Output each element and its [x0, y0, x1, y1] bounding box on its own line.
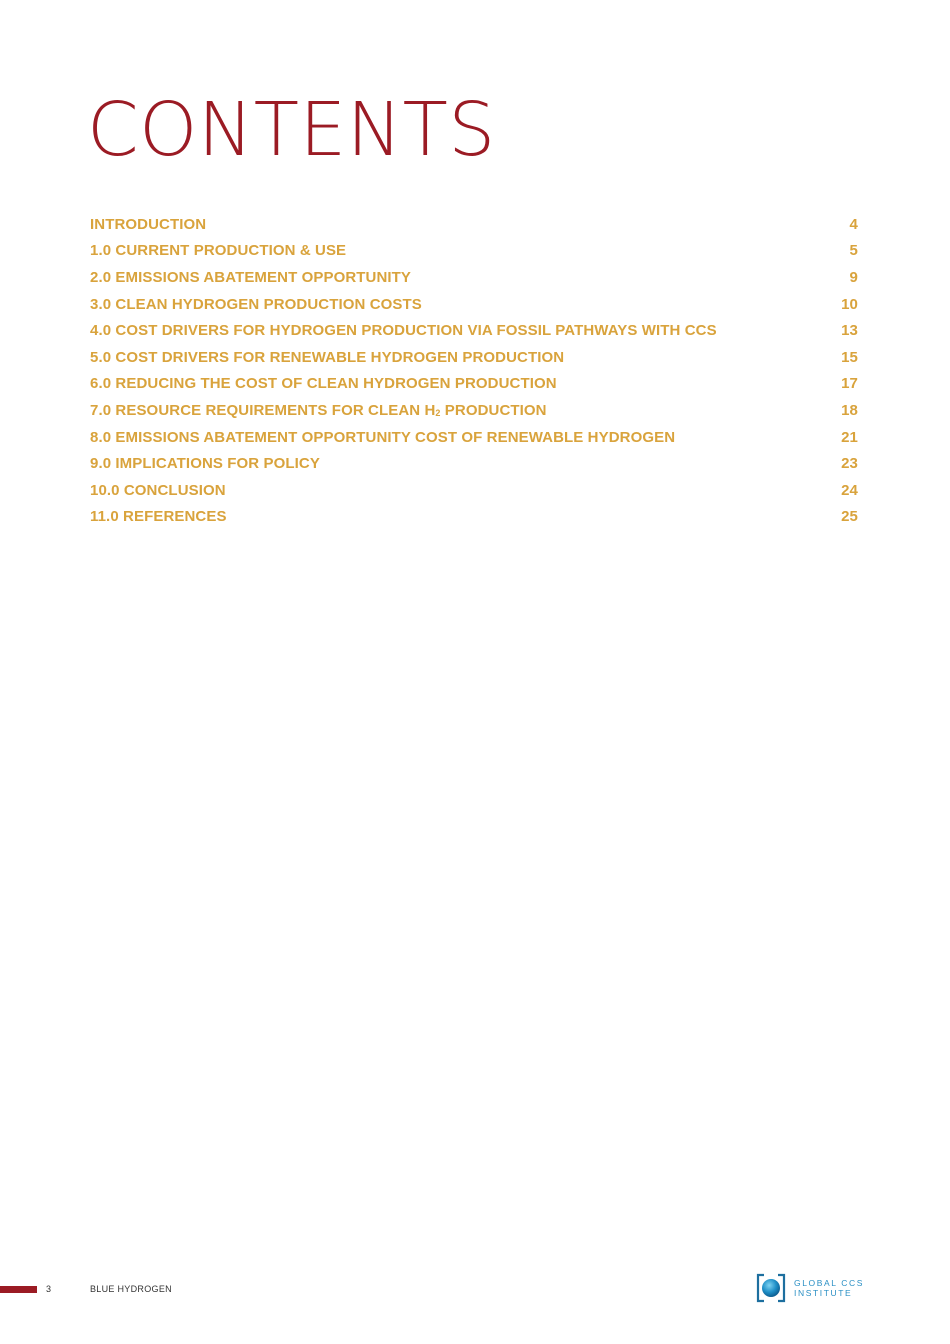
toc-entry-fossil-cost-drivers[interactable]: [90, 317, 858, 344]
toc-entry-conclusion[interactable]: [90, 477, 858, 504]
footer-page-number: 3: [46, 1284, 52, 1294]
globe-bracket-icon: [756, 1273, 786, 1303]
toc-entry-label: 1.0 CURRENT PRODUCTION & USE: [90, 242, 347, 260]
toc-entry-resource-requirements[interactable]: [90, 397, 858, 424]
table-of-contents: [90, 211, 858, 530]
toc-entry-implications-policy[interactable]: [90, 450, 858, 477]
toc-entry-page: 21: [841, 428, 858, 446]
toc-entry-page: 13: [841, 322, 858, 340]
footer-document-title: BLUE HYDROGEN: [90, 1284, 172, 1294]
toc-entry-page: 4: [849, 215, 858, 233]
toc-entry-label: 9.0 IMPLICATIONS FOR POLICY: [90, 455, 320, 473]
toc-entry-page: 18: [841, 401, 858, 419]
toc-entry-page: 25: [841, 508, 858, 526]
toc-entry-opportunity-cost[interactable]: [90, 424, 858, 451]
toc-entry-label: 5.0 COST DRIVERS FOR RENEWABLE HYDROGEN PRODUCTION: [90, 348, 565, 366]
toc-entry-emissions-abatement[interactable]: [90, 264, 858, 291]
toc-entry-renewable-cost-drivers[interactable]: [90, 344, 858, 371]
toc-entry-page: 10: [841, 295, 858, 313]
logo-line-2: INSTITUTE: [794, 1288, 853, 1298]
toc-entry-reducing-cost[interactable]: [90, 371, 858, 398]
toc-entry-page: 5: [849, 242, 858, 260]
toc-entry-label: 10.0 CONCLUSION: [90, 481, 226, 499]
toc-entry-label: 11.0 REFERENCES: [90, 508, 227, 526]
footer-accent-bar: [0, 1286, 37, 1293]
toc-entry-current-production[interactable]: [90, 238, 858, 265]
global-ccs-institute-logo: [756, 1273, 864, 1303]
toc-entry-label: 7.0 RESOURCE REQUIREMENTS FOR CLEAN $H_2$ PRODUCTION: [90, 401, 547, 419]
toc-entry-page: 9: [849, 268, 858, 286]
toc-entry-references[interactable]: [90, 504, 858, 531]
toc-entry-label: 3.0 CLEAN HYDROGEN PRODUCTION COSTS: [90, 295, 422, 313]
toc-entry-label: 6.0 REDUCING THE COST OF CLEAN HYDROGEN PRODUCTION: [90, 375, 557, 393]
toc-entry-page: 17: [841, 375, 858, 393]
toc-entry-page: 23: [841, 455, 858, 473]
logo-wordmark: [794, 1278, 864, 1298]
toc-entry-page: 15: [841, 348, 858, 366]
toc-entry-production-costs[interactable]: [90, 291, 858, 318]
toc-entry-introduction[interactable]: [90, 211, 858, 238]
toc-entry-label: INTRODUCTION: [90, 215, 207, 233]
logo-line-1: GLOBAL CCS: [794, 1278, 865, 1288]
page-title: CONTENTS: [87, 87, 496, 173]
toc-entry-label: 8.0 EMISSIONS ABATEMENT OPPORTUNITY COST OF RENEWABLE HYDROGEN: [90, 428, 676, 446]
toc-entry-page: 24: [841, 481, 858, 499]
toc-entry-label: 4.0 COST DRIVERS FOR HYDROGEN PRODUCTION VIA FOSSIL PATHWAYS WITH CCS: [90, 322, 717, 340]
toc-entry-label: 2.0 EMISSIONS ABATEMENT OPPORTUNITY: [90, 268, 412, 286]
